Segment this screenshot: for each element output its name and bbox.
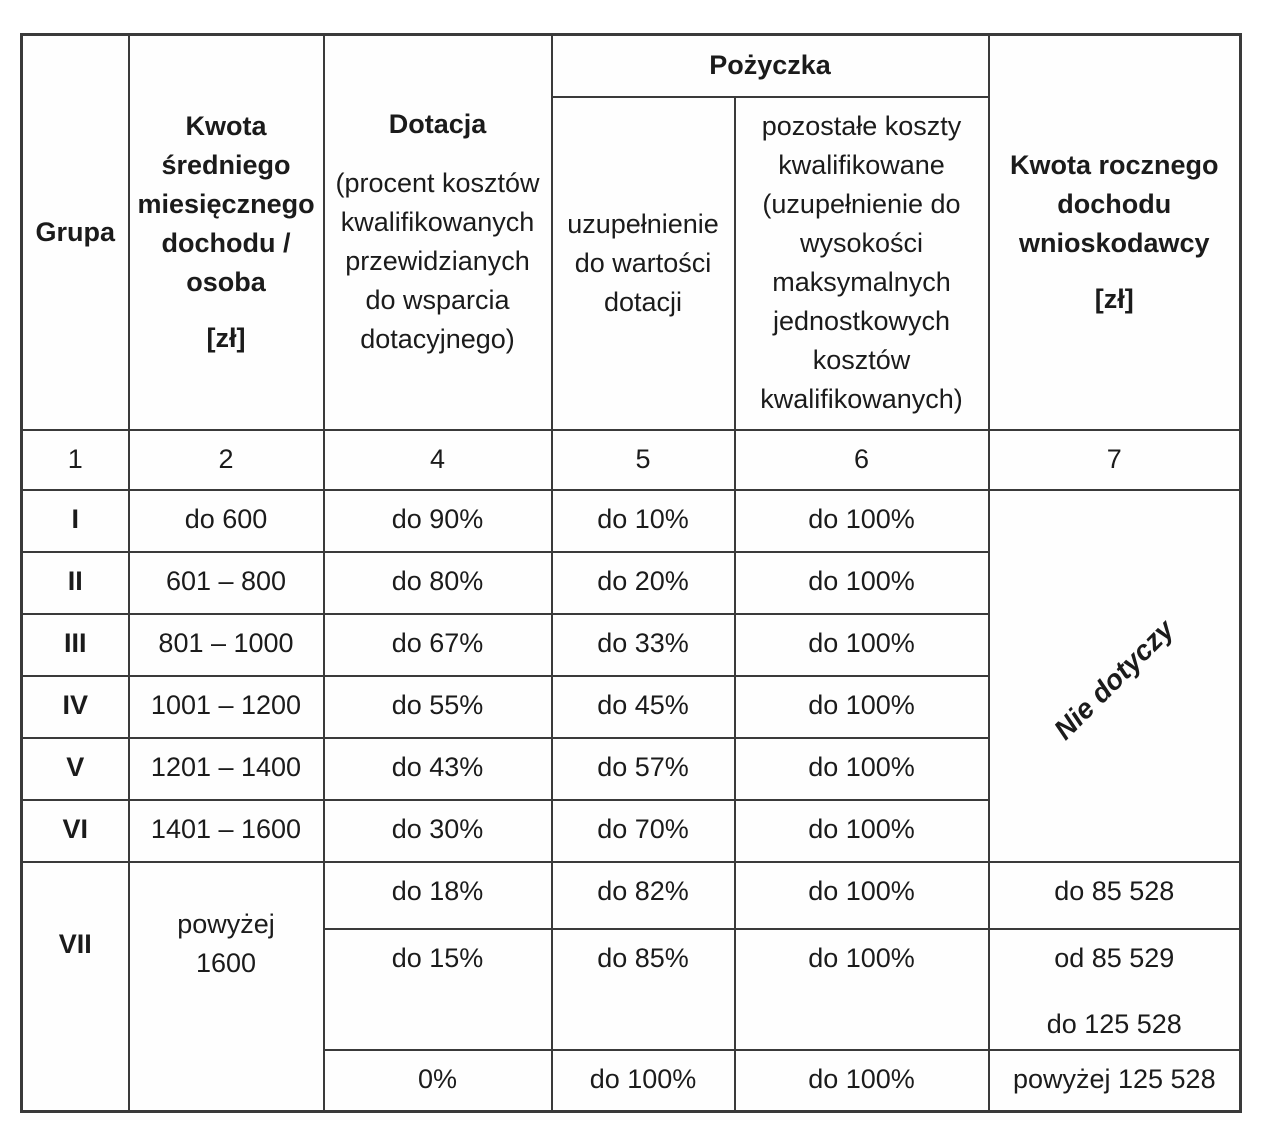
pozostale-value: do 100%: [735, 862, 989, 929]
income-range: 1401 – 1600: [129, 800, 324, 862]
pozostale-value: do 100%: [735, 552, 989, 614]
group-label: IV: [22, 676, 129, 738]
group-label: I: [22, 490, 129, 552]
header-annual-income: [989, 35, 1241, 430]
column-number: 5: [552, 430, 735, 490]
header-row-top: [22, 35, 1241, 97]
dotacja-value: do 80%: [324, 552, 552, 614]
income-groups-table: [20, 33, 1242, 1113]
uzupelnienie-value: do 82%: [552, 862, 735, 929]
dotacja-value: do 90%: [324, 490, 552, 552]
annual-income-range: [989, 929, 1241, 1050]
dotacja-value: do 30%: [324, 800, 552, 862]
group-label: III: [22, 614, 129, 676]
pozostale-value: do 100%: [735, 614, 989, 676]
pozostale-value: do 100%: [735, 676, 989, 738]
pozostale-value: do 100%: [735, 1050, 989, 1112]
uzupelnienie-value: do 85%: [552, 929, 735, 1050]
column-number: 1: [22, 430, 129, 490]
dotacja-value: do 67%: [324, 614, 552, 676]
dotacja-value: do 43%: [324, 738, 552, 800]
income-range: 601 – 800: [129, 552, 324, 614]
uzupelnienie-value: do 20%: [552, 552, 735, 614]
uzupelnienie-value: do 100%: [552, 1050, 735, 1112]
uzupelnienie-value: do 45%: [552, 676, 735, 738]
column-number: 6: [735, 430, 989, 490]
group-label: II: [22, 552, 129, 614]
annual-income-value: powyżej 125 528: [989, 1050, 1241, 1112]
header-annual-income-unit: [zł]: [1094, 283, 1134, 314]
group-label: VII: [22, 862, 129, 1112]
header-income: [129, 35, 324, 430]
income-range: [129, 862, 324, 1112]
uzupelnienie-value: do 57%: [552, 738, 735, 800]
income-range: 801 – 1000: [129, 614, 324, 676]
header-income-title: Kwota średniego miesięcznego dochodu / osoba: [137, 110, 315, 297]
table-row-group-vii-1: [22, 862, 1241, 929]
column-number: 4: [324, 430, 552, 490]
pozostale-value: do 100%: [735, 800, 989, 862]
column-number-row: [22, 430, 1241, 490]
header-pozyczka: Pożyczka: [552, 35, 989, 97]
not-applicable-cell: [989, 490, 1241, 862]
income-range-text: powyżej 1600: [177, 908, 275, 978]
header-pozyczka-pozostale: pozostałe koszty kwalifikowane (uzupełnienie do wysokości maksymalnych jednostkowych kosztów kwalifikowanych): [735, 97, 989, 430]
income-range: 1201 – 1400: [129, 738, 324, 800]
header-dotacja-title: Dotacja: [388, 109, 487, 140]
not-applicable-note: Nie dotyczy: [1048, 613, 1181, 746]
dotacja-value: 0%: [324, 1050, 552, 1112]
header-grupa: Grupa: [22, 35, 129, 430]
header-dotacja-subtitle: (procent kosztów kwalifikowanych przewidzianych do wsparcia dotacyjnego): [335, 168, 540, 355]
header-income-unit: [zł]: [206, 322, 246, 353]
annual-income-from: od 85 529: [1054, 942, 1175, 973]
header-pozyczka-uzupelnienie: uzupełnienie do wartości dotacji: [552, 97, 735, 430]
dotacja-value: do 15%: [324, 929, 552, 1050]
annual-income-to: do 125 528: [1046, 1008, 1182, 1039]
header-annual-income-title: Kwota rocznego dochodu wnioskodawcy: [1010, 149, 1219, 258]
pozostale-value: do 100%: [735, 738, 989, 800]
column-number: 7: [989, 430, 1241, 490]
dotacja-value: do 55%: [324, 676, 552, 738]
header-dotacja: [324, 35, 552, 430]
income-range: 1001 – 1200: [129, 676, 324, 738]
uzupelnienie-value: do 33%: [552, 614, 735, 676]
dotacja-value: do 18%: [324, 862, 552, 929]
group-label: VI: [22, 800, 129, 862]
column-number: 2: [129, 430, 324, 490]
income-range: do 600: [129, 490, 324, 552]
pozostale-value: do 100%: [735, 490, 989, 552]
group-label: V: [22, 738, 129, 800]
pozostale-value: do 100%: [735, 929, 989, 1050]
annual-income-value: do 85 528: [989, 862, 1241, 929]
uzupelnienie-value: do 10%: [552, 490, 735, 552]
table-row-group-i: [22, 490, 1241, 552]
uzupelnienie-value: do 70%: [552, 800, 735, 862]
